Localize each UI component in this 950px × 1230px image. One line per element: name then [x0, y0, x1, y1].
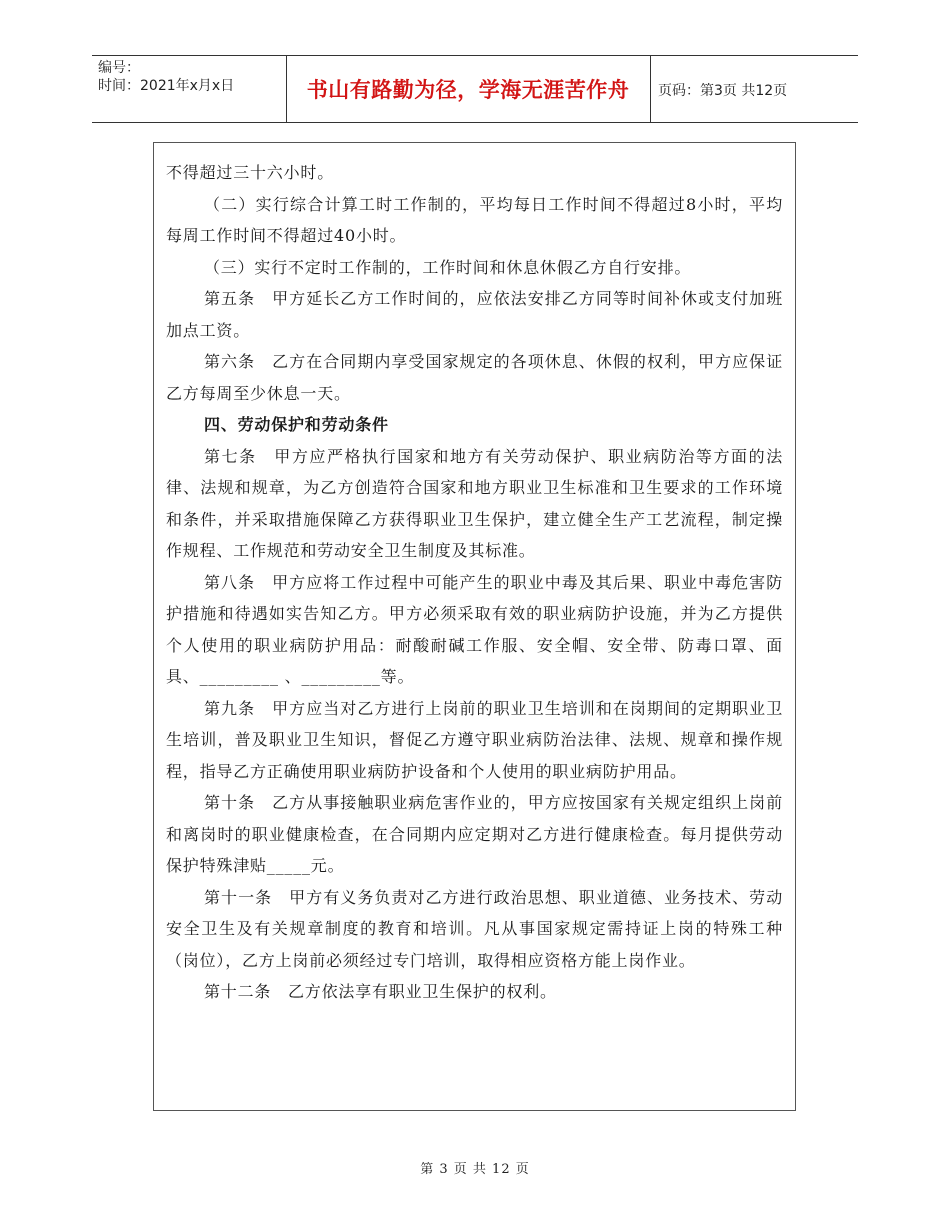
- article-9: 第九条 甲方应当对乙方进行上岗前的职业卫生培训和在岗期间的定期职业卫生培训，普及职业卫生知识，督促乙方遵守职业病防治法律、法规、规章和操作规程，指导乙方正确使用职业病防护设备和个人使用的职业病防护用品。: [166, 698, 783, 781]
- page-header: [92, 55, 858, 123]
- header-divider-right: [650, 56, 651, 122]
- article-6: 第六条 乙方在合同期内享受国家规定的各项休息、休假的权利，甲方应保证乙方每周至少休息一天。: [166, 352, 783, 403]
- header-motto: 书山有路勤为径，学海无涯苦作舟: [306, 78, 630, 102]
- section-heading-labor-protection: 四、劳动保护和劳动条件: [204, 415, 389, 434]
- header-meta: [98, 59, 288, 95]
- article-10: 第十条 乙方从事接触职业病危害作业的，甲方应按国家有关规定组织上岗前和离岗时的职业健康检查，在合同期内应定期对乙方进行健康检查。每月提供劳动保护特殊津贴_____元。: [166, 793, 783, 875]
- article-12: 第十二条 乙方依法享有职业卫生保护的权利。: [204, 982, 557, 1001]
- header-page-info: 页码：第3页 共12页: [658, 83, 788, 99]
- document-date: 时间：2021年x月x日: [98, 78, 235, 94]
- article-8: 第八条 甲方应将工作过程中可能产生的职业中毒及其后果、职业中毒危害防护措施和待遇如实告知乙方。甲方必须采取有效的职业病防护设施，并为乙方提供个人使用的职业病防护用品：耐酸耐碱工作服、安全帽、安全带、防毒口罩、面具、_________ 、_________等。: [166, 572, 783, 686]
- document-number-label: 编号：: [98, 60, 140, 76]
- paragraph-2: （三）实行不定时工作制的，工作时间和休息休假乙方自行安排。: [204, 257, 692, 277]
- contract-body: [153, 142, 796, 1111]
- article-7: 第七条 甲方应严格执行国家和地方有关劳动保护、职业病防治等方面的法律、法规和规章，为乙方创造符合国家和地方职业卫生标准和卫生要求的工作环境和条件，并采取措施保障乙方获得职业卫生保护，建立健全生产工艺流程，制定操作规程、工作规范和劳动安全卫生制度及其标准。: [166, 446, 783, 560]
- page-footer: 第 3 页 共 12 页: [420, 1162, 530, 1177]
- paragraph-1: （二）实行综合计算工时工作制的，平均每日工作时间不得超过8小时，平均每周工作时间不得超过40小时。: [166, 194, 783, 245]
- article-11: 第十一条 甲方有义务负责对乙方进行政治思想、职业道德、业务技术、劳动安全卫生及有关规章制度的教育和培训。凡从事国家规定需持证上岗的特殊工种（岗位），乙方上岗前必须经过专门培训，取得相应资格方能上岗作业。: [166, 887, 783, 970]
- article-5: 第五条 甲方延长乙方工作时间的，应依法安排乙方同等时间补休或支付加班加点工资。: [166, 289, 783, 340]
- paragraph-0: 不得超过三十六小时。: [166, 163, 335, 182]
